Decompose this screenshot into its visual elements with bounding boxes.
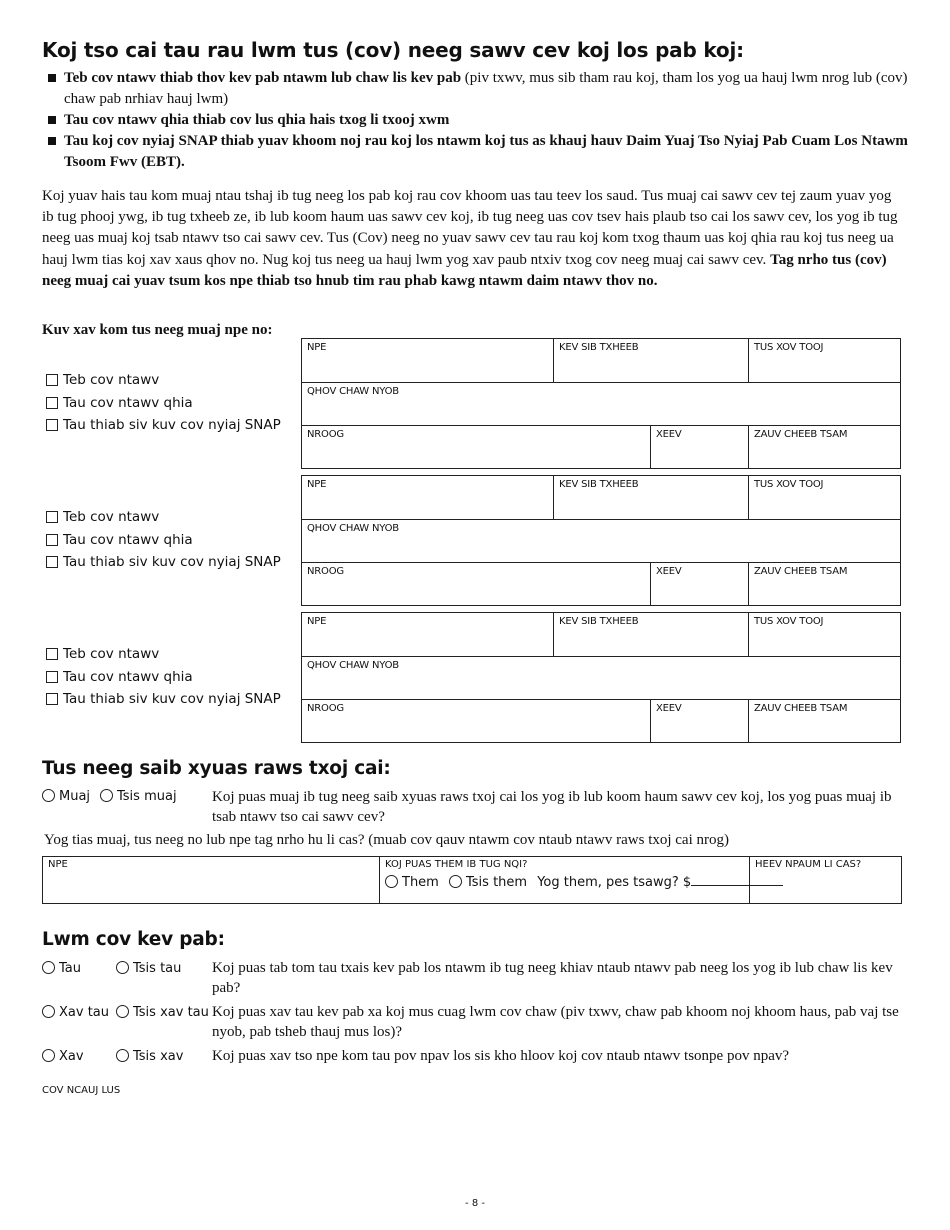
guardian-paid-field (379, 857, 749, 903)
representative-fields-3 (301, 612, 901, 743)
radio-icon[interactable] (116, 1049, 129, 1062)
paid-yes-radio[interactable] (385, 875, 398, 888)
checkbox-use-snap[interactable] (46, 693, 58, 705)
relationship-field[interactable] (553, 613, 748, 656)
checkbox-get-notices[interactable] (46, 534, 58, 546)
field-label: QHOV CHAW NYOB (307, 523, 399, 534)
voter-no-option[interactable] (116, 1049, 183, 1064)
checkbox-use-snap[interactable] (46, 556, 58, 568)
field-label: QHOV CHAW NYOB (307, 660, 399, 671)
representative-paragraph (42, 186, 904, 292)
list-item (48, 131, 908, 173)
option-label: Teb cov ntawv (63, 372, 160, 389)
assist-yes-option[interactable] (42, 961, 81, 976)
field-label: QHOV CHAW NYOB (307, 386, 399, 397)
checkbox-answer-forms[interactable] (46, 374, 58, 386)
paid-no-radio[interactable] (449, 875, 462, 888)
field-label: TUS XOV TOOJ (754, 616, 824, 627)
city-field[interactable] (302, 426, 650, 468)
assist-no-option[interactable] (116, 961, 181, 976)
section2-title: Tus neeg saib xyuas raws txoj cai: (42, 758, 391, 779)
bullet-bold-text: Tau koj cov nyiaj SNAP thiab yuav khoom noj rau koj los ntawm koj tus as khauj hauv Daim Yuaj Tso Nyiaj Pab Cuam Los Ntawm Tsoom Fwv (EBT). (64, 133, 908, 170)
field-label: NROOG (307, 703, 344, 714)
address-field[interactable] (302, 520, 900, 562)
option-label: Tau cov ntawv qhia (63, 668, 193, 685)
guardian-no-option[interactable] (100, 789, 177, 804)
option-label: Tau thiab siv kuv cov nyiaj SNAP (63, 554, 281, 571)
option-label: Tau thiab siv kuv cov nyiaj SNAP (63, 417, 281, 434)
option-label: Tsis tau (133, 961, 182, 976)
zip-field[interactable] (748, 426, 900, 468)
checkbox-use-snap[interactable] (46, 419, 58, 431)
bullet-bold-text: Teb cov ntawv thiab thov kev pab ntawm lub chaw lis kev pab (64, 70, 462, 86)
option-label: Xav tau (59, 1005, 110, 1020)
option-label: Teb cov ntawv (63, 646, 160, 663)
option-label: Tsis muaj (117, 789, 177, 804)
representative-fields-1 (301, 338, 901, 469)
representative-options-2 (46, 506, 281, 574)
phone-field[interactable] (748, 476, 900, 519)
field-label: KOJ PUAS THEM IB TUG NQI? (385, 859, 528, 870)
page-number: - 8 - (465, 1198, 485, 1209)
field-label: NROOG (307, 429, 344, 440)
radio-icon[interactable] (116, 961, 129, 974)
option-label: Tau cov ntawv qhia (63, 531, 193, 548)
how-often-field[interactable] (749, 857, 901, 903)
option-label: Muaj (59, 789, 91, 804)
guardian-name-instruction: Yog tias muaj, tus neeg no lub npe tag nrho hu li cas? (muab cov qauv ntawm cov ntaub ntawv raws txoj cai nrog) (44, 832, 729, 848)
field-label: HEEV NPAUM LI CAS? (755, 859, 862, 870)
checkbox-get-notices[interactable] (46, 397, 58, 409)
field-label: NPE (307, 342, 327, 353)
radio-icon[interactable] (116, 1005, 129, 1018)
paragraph-text: Koj yuav hais tau kom muaj ntau tshaj ib tug neeg los pab koj rau cov khoom uas tau teev los saud. Tus muaj cai sawv cev tej zaum yuav yog ib tug phooj ywg, ib tug txheeb ze, ib lub koom haum uas sawv cev koj, ib tug neeg uas cov tsev hais plaub tso cai los sawv cev, los yog ib tug neeg uas muaj koj tsab ntawv tso cai sawv cev. Tus (Cov) neeg no yuav sawv cev tau rau koj kom txog thaum uas koj qhia rau koj tus neeg ua hauj lwm tias koj xav xaus qhov no. Nug koj tus neeg ua hauj lwm yog xav paub ntxiv txog cov neeg muaj cai sawv cev. (42, 188, 898, 268)
option-label: Them (402, 875, 439, 890)
field-label: ZAUV CHEEB TSAM (754, 703, 848, 714)
option-label: Tau cov ntawv qhia (63, 394, 193, 411)
list-item (48, 110, 908, 131)
field-label: KEV SIB TXHEEB (559, 616, 639, 627)
checkbox-answer-forms[interactable] (46, 648, 58, 660)
guardian-yes-option[interactable] (42, 789, 90, 804)
check-instruction: Kuv xav kom tus neeg muaj npe no: (42, 322, 273, 338)
field-label: XEEV (656, 429, 682, 440)
zip-field[interactable] (748, 700, 900, 742)
bullet-bold-text: Tau cov ntawv qhia thiab cov lus qhia hais txog li txooj xwm (64, 112, 450, 128)
city-field[interactable] (302, 563, 650, 605)
name-field[interactable] (302, 339, 553, 382)
radio-icon[interactable] (42, 961, 55, 974)
field-label: XEEV (656, 703, 682, 714)
field-label: KEV SIB TXHEEB (559, 479, 639, 490)
field-label: NPE (307, 616, 327, 627)
bullet-square-icon (48, 137, 56, 145)
option-label: Tsis them (465, 875, 528, 890)
field-label: XEEV (656, 566, 682, 577)
option-label: Tau thiab siv kuv cov nyiaj SNAP (63, 691, 281, 708)
section1-title: Koj tso cai tau rau lwm tus (cov) neeg sawv cev koj los pab koj: (42, 38, 744, 62)
field-label: TUS XOV TOOJ (754, 342, 824, 353)
address-field[interactable] (302, 657, 900, 699)
field-label: NPE (307, 479, 327, 490)
voter-question: Koj puas xav tso npe kom tau pov npav los sis kho hloov koj cov ntaub ntawv tsonpe pov npav? (212, 1048, 790, 1064)
paid-amount-label: Yog them, pes tsawg? $ (537, 875, 692, 890)
phone-field[interactable] (748, 613, 900, 656)
section3-title: Lwm cov kev pab: (42, 929, 225, 950)
representative-fields-2 (301, 475, 901, 606)
state-field[interactable] (650, 426, 748, 468)
field-label: KEV SIB TXHEEB (559, 342, 639, 353)
referral-question: Koj puas xav tau kev pab xa koj mus cuag lwm cov chaw (piv txwv, chaw pab khoom noj khoom haus, pab vaj tse nyob, pab tsheb thauj mus los)? (212, 1004, 899, 1040)
option-label: Tau (59, 961, 81, 976)
field-label: TUS XOV TOOJ (754, 479, 824, 490)
name-field[interactable] (302, 613, 553, 656)
state-field[interactable] (650, 700, 748, 742)
radio-icon[interactable] (42, 789, 55, 802)
field-label: ZAUV CHEEB TSAM (754, 429, 848, 440)
checkbox-get-notices[interactable] (46, 671, 58, 683)
option-label: Teb cov ntawv (63, 509, 160, 526)
bullet-text: (piv txwv, mus sib tham rau koj, tham los yog ua hauj lwm nrog lub (cov) chaw pab nrhiav hauj lwm) (64, 70, 908, 107)
field-label: NROOG (307, 566, 344, 577)
city-field[interactable] (302, 700, 650, 742)
bullet-square-icon (48, 116, 56, 124)
list-item (48, 68, 908, 110)
checkbox-answer-forms[interactable] (46, 511, 58, 523)
field-label: ZAUV CHEEB TSAM (754, 566, 848, 577)
voter-yes-option[interactable] (42, 1049, 84, 1064)
guardian-question: Koj puas muaj ib tug neeg saib xyuas raws txoj cai los yog ib lub koom haum sawv cev koj, los yog puas muaj ib tsab ntawv tso cai sawv cev? (212, 789, 892, 825)
zip-field[interactable] (748, 563, 900, 605)
state-field[interactable] (650, 563, 748, 605)
option-label: Tsis xav tau (133, 1005, 209, 1020)
representative-options-3 (46, 643, 281, 711)
relationship-field[interactable] (553, 339, 748, 382)
name-field[interactable] (302, 476, 553, 519)
guardian-fields (42, 856, 902, 904)
footer-label: COV NCAUJ LUS (42, 1085, 121, 1096)
option-label: Xav (59, 1049, 84, 1064)
permissions-list (48, 68, 908, 173)
referral-yes-option[interactable] (42, 1005, 109, 1020)
radio-icon[interactable] (42, 1049, 55, 1062)
address-field[interactable] (302, 383, 900, 425)
relationship-field[interactable] (553, 476, 748, 519)
option-label: Tsis xav (133, 1049, 184, 1064)
radio-icon[interactable] (100, 789, 113, 802)
radio-icon[interactable] (42, 1005, 55, 1018)
phone-field[interactable] (748, 339, 900, 382)
referral-no-option[interactable] (116, 1005, 209, 1020)
bullet-square-icon (48, 74, 56, 82)
guardian-name-field[interactable] (43, 857, 379, 903)
assist-question: Koj puas tab tom tau txais kev pab los ntawm ib tug neeg khiav ntaub ntawv pab neeg los yog ib lub chaw lis kev pab? (212, 960, 893, 996)
paragraph-bold-text: Tag nrho tus (cov) neeg muaj cai yuav tsum kos npe thiab tso hnub tim rau phab kawg ntawm daim ntawv thov no. (42, 251, 887, 289)
paid-options (385, 875, 744, 890)
representative-options-1 (46, 369, 281, 437)
field-label: NPE (48, 859, 68, 870)
